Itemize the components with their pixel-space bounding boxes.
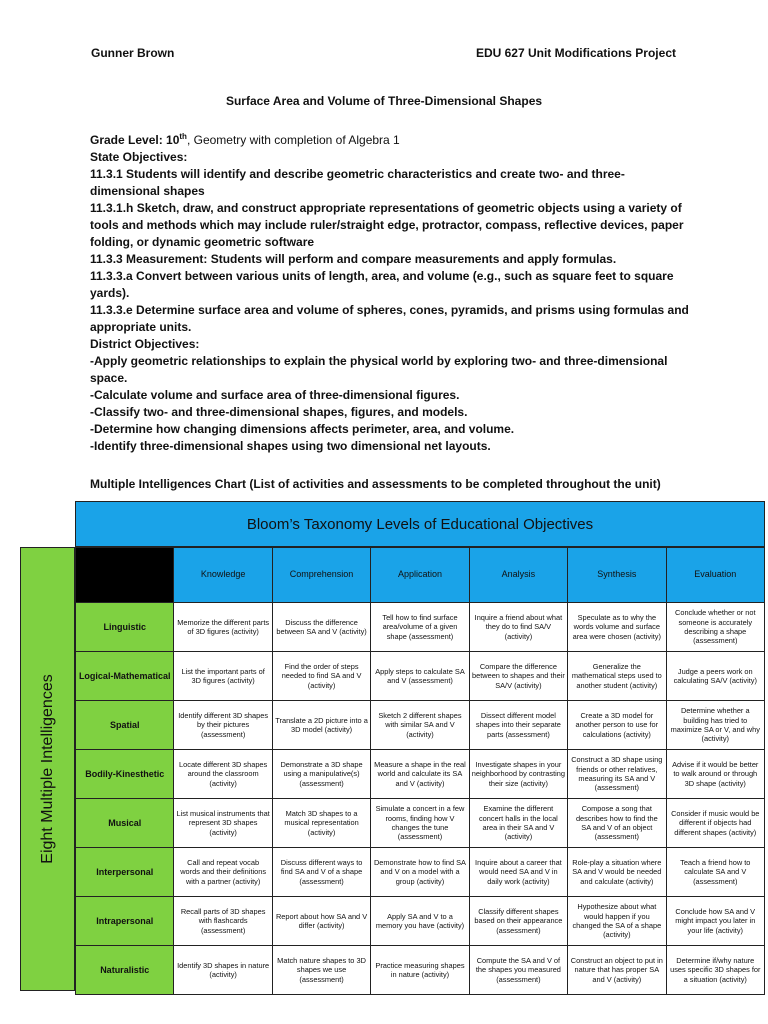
district-objectives-label: District Objectives: — [90, 337, 200, 351]
table-cell: Consider if music would be different if objects had different shapes (activity) — [666, 799, 764, 848]
table-cell: Match nature shapes to 3D shapes we use (assessment) — [272, 946, 370, 995]
intelligences-table — [75, 547, 765, 995]
district-objective: -Identify three-dimensional shapes using two dimensional net layouts. — [90, 439, 491, 453]
intelligence-row-label: Naturalistic — [76, 946, 174, 995]
table-row — [76, 603, 765, 652]
intelligence-row-label: Musical — [76, 799, 174, 848]
state-objective: 11.3.1 Students will identify and describe geometric characteristics and create two- and three-dimensional shapes — [90, 167, 625, 198]
table-cell: Construct an object to put in nature that has proper SA and V (activity) — [568, 946, 666, 995]
table-cell: Conclude how SA and V might impact you later in your life (activity) — [666, 897, 764, 946]
table-cell: Generalize the mathematical steps used to another student (activity) — [568, 652, 666, 701]
table-cell: List musical instruments that represent 3D shapes (activity) — [174, 799, 272, 848]
table-cell: Construct a 3D shape using friends or other relatives, measuring its SA and V (assessment) — [568, 750, 666, 799]
intelligence-row-label: Logical-Mathematical — [76, 652, 174, 701]
table-cell: Apply steps to calculate SA and V (assessment) — [371, 652, 469, 701]
state-objective: 11.3.1.h Sketch, draw, and construct appropriate representations of geometric objects using a variety of tools and methods which may include ruler/straight edge, protractor, compass, reflective devices, paper folding, or dynamic geometric software — [90, 201, 684, 249]
state-objective: 11.3.3 Measurement: Students will perform and compare measurements and apply formulas. — [90, 252, 617, 266]
grade-level — [90, 128, 690, 149]
district-objective: -Calculate volume and surface area of three-dimensional figures. — [90, 388, 460, 402]
table-cell: Determine if/why nature uses specific 3D shapes for a situation (activity) — [666, 946, 764, 995]
table-cell: Inquire about a career that would need SA and V in daily work (activity) — [469, 848, 567, 897]
column-header: Knowledge — [174, 548, 272, 603]
chart-heading: Multiple Intelligences Chart (List of activities and assessments to be completed throughout the unit) — [90, 477, 661, 491]
objectives-section — [90, 128, 690, 455]
table-cell: Compare the difference between to shapes and their SA/V (activity) — [469, 652, 567, 701]
table-cell: Identify different 3D shapes by their pictures (assessment) — [174, 701, 272, 750]
intelligence-row-label: Interpersonal — [76, 848, 174, 897]
table-cell: Recall parts of 3D shapes with flashcards (assessment) — [174, 897, 272, 946]
table-cell: Inquire a friend about what they do to find SA/V (activity) — [469, 603, 567, 652]
table-cell: Compute the SA and V of the shapes you measured (assessment) — [469, 946, 567, 995]
table-cell: List the important parts of 3D figures (activity) — [174, 652, 272, 701]
grade-level-label: Grade Level: 10 — [90, 133, 180, 147]
intelligence-row-label: Bodily-Kinesthetic — [76, 750, 174, 799]
table-cell: Tell how to find surface area/volume of a given shape (assessment) — [371, 603, 469, 652]
column-header: Application — [371, 548, 469, 603]
district-objective: -Classify two- and three-dimensional shapes, figures, and models. — [90, 405, 468, 419]
district-objective: -Apply geometric relationships to explain the physical world by exploring two- and three-dimensional space. — [90, 354, 668, 385]
column-header: Analysis — [469, 548, 567, 603]
table-cell: Apply SA and V to a memory you have (activity) — [371, 897, 469, 946]
grade-level-rest: , Geometry with completion of Algebra 1 — [186, 133, 400, 147]
intelligences-side-panel — [20, 547, 75, 991]
table-cell: Determine whether a building has tried to maximize SA or V, and why (activity) — [666, 701, 764, 750]
table-cell: Advise if it would be better to walk around or through 3D shape (activity) — [666, 750, 764, 799]
table-row — [76, 750, 765, 799]
table-cell: Identify 3D shapes in nature (activity) — [174, 946, 272, 995]
blooms-banner: Bloom’s Taxonomy Levels of Educational Objectives — [75, 501, 765, 547]
table-cell: Dissect different model shapes into their separate parts (assessment) — [469, 701, 567, 750]
column-header: Evaluation — [666, 548, 764, 603]
table-cell: Locate different 3D shapes around the classroom (activity) — [174, 750, 272, 799]
table-cell: Speculate as to why the words volume and surface area were chosen (activity) — [568, 603, 666, 652]
intelligences-side-label: Eight Multiple Intelligences — [38, 674, 56, 864]
corner-cell — [76, 548, 174, 603]
column-header: Synthesis — [568, 548, 666, 603]
table-cell: Hypothesize about what would happen if you changed the SA of a shape (activity) — [568, 897, 666, 946]
column-header: Comprehension — [272, 548, 370, 603]
state-objective: 11.3.3.e Determine surface area and volume of spheres, cones, pyramids, and prisms using formulas and appropriate units. — [90, 303, 689, 334]
state-objective: 11.3.3.a Convert between various units of length, area, and volume (e.g., such as square feet to square yards). — [90, 269, 674, 300]
table-cell: Investigate shapes in your neighborhood by contrasting their size (activity) — [469, 750, 567, 799]
table-cell: Examine the different concert halls in the local area in their SA and V (activity) — [469, 799, 567, 848]
intelligence-row-label: Spatial — [76, 701, 174, 750]
table-cell: Judge a peers work on calculating SA/V (activity) — [666, 652, 764, 701]
table-cell: Find the order of steps needed to find SA and V (activity) — [272, 652, 370, 701]
table-cell: Conclude whether or not someone is accurately describing a shape (assessment) — [666, 603, 764, 652]
table-cell: Match 3D shapes to a musical representation (activity) — [272, 799, 370, 848]
table-row — [76, 701, 765, 750]
district-objective: -Determine how changing dimensions affects perimeter, area, and volume. — [90, 422, 515, 436]
table-row — [76, 799, 765, 848]
document-title: Surface Area and Volume of Three-Dimensional Shapes — [225, 94, 543, 108]
table-row — [76, 848, 765, 897]
table-cell: Measure a shape in the real world and calculate its SA and V (activity) — [371, 750, 469, 799]
table-cell: Compose a song that describes how to find the SA and V of an object (assessment) — [568, 799, 666, 848]
table-cell: Sketch 2 different shapes with similar SA and V (activity) — [371, 701, 469, 750]
intelligences-table-body — [76, 603, 765, 995]
table-cell: Simulate a concert in a few rooms, finding how V changes the tune (assessment) — [371, 799, 469, 848]
table-cell: Classify different shapes based on their appearance (assessment) — [469, 897, 567, 946]
table-cell: Create a 3D model for another person to use for calculations (activity) — [568, 701, 666, 750]
state-objectives-label: State Objectives: — [90, 150, 188, 164]
table-cell: Demonstrate how to find SA and V on a model with a group (activity) — [371, 848, 469, 897]
table-cell: Discuss different ways to find SA and V of a shape (assessment) — [272, 848, 370, 897]
table-cell: Discuss the difference between SA and V (activity) — [272, 603, 370, 652]
table-cell: Call and repeat vocab words and their definitions with a partner (activity) — [174, 848, 272, 897]
table-cell: Practice measuring shapes in nature (activity) — [371, 946, 469, 995]
table-cell: Translate a 2D picture into a 3D model (activity) — [272, 701, 370, 750]
intelligence-row-label: Intrapersonal — [76, 897, 174, 946]
table-cell: Memorize the different parts of 3D figures (activity) — [174, 603, 272, 652]
table-row — [76, 946, 765, 995]
table-cell: Report about how SA and V differ (activity) — [272, 897, 370, 946]
intelligence-row-label: Linguistic — [76, 603, 174, 652]
table-cell: Demonstrate a 3D shape using a manipulative(s) (assessment) — [272, 750, 370, 799]
grade-level-sup: th — [179, 132, 187, 141]
author-name: Gunner Brown — [91, 46, 175, 60]
table-cell: Teach a friend how to calculate SA and V (assessment) — [666, 848, 764, 897]
project-title: EDU 627 Unit Modifications Project — [475, 46, 676, 60]
table-row — [76, 652, 765, 701]
table-cell: Role-play a situation where SA and V would be needed and calculate (activity) — [568, 848, 666, 897]
table-row — [76, 897, 765, 946]
